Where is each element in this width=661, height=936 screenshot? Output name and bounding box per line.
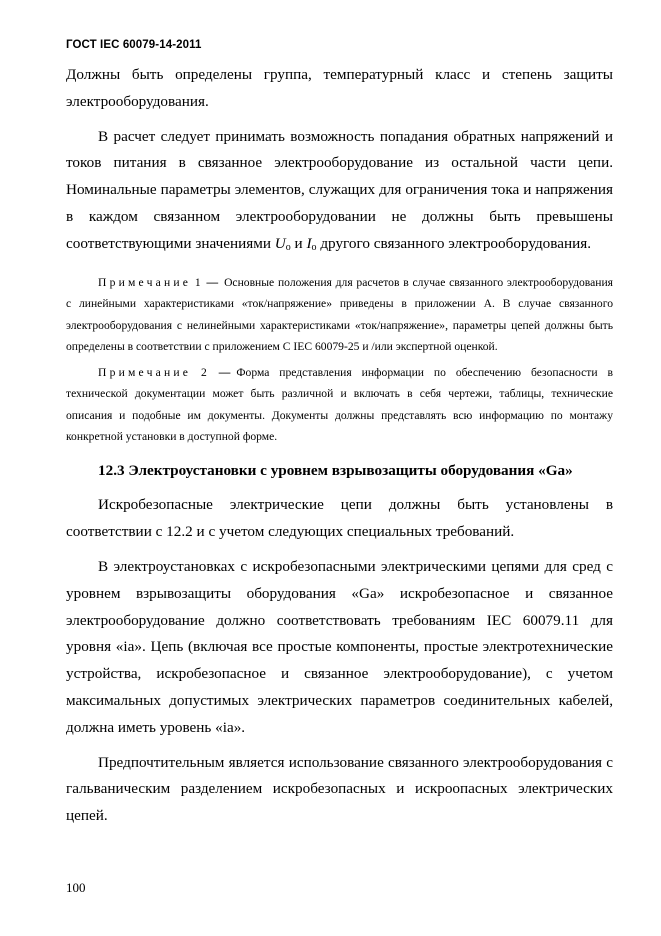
note-2-text: Форма представления информации по обеспечению безопасности в технической документации может быть различной и включать в себя чертежи, таблицы, технические описания и подобные им документы. Документы должны представлять всю информацию по монтажу конкретной установки в доступной форме. bbox=[66, 365, 613, 444]
paragraph-calculation-text: В расчет следует принимать возможность попадания обратных напряжений и токов питания в связанное электрооборудование из остальной части цепи. Номинальные параметры элементов, служащих для ограничения тока и напряжения в каждом связанном электрооборудовании не должны быть превышены соответствующими значениями bbox=[66, 127, 613, 252]
page-content bbox=[66, 62, 613, 830]
paragraph-calculation bbox=[66, 124, 613, 262]
paragraph-requirements: Должны быть определены группа, температурный класс и степень защиты электрооборудования. bbox=[66, 66, 613, 110]
note-2-number: 2 bbox=[201, 365, 207, 379]
note-2 bbox=[66, 362, 613, 448]
note-1-label: Примечание bbox=[98, 275, 192, 289]
page-number: 100 bbox=[66, 880, 86, 895]
note-1-dash: — bbox=[206, 275, 219, 289]
note-1-number: 1 bbox=[194, 275, 201, 289]
standard-header: ГОСТ IEC 60079-14-2011 bbox=[66, 39, 202, 51]
note-1-text: Основные положения для расчетов в случае связанного электрооборудования с линейными характеристиками «ток/напряжение» приведены в приложении А. В случае связанного электрооборудования с нелинейными характеристиками «ток/напряжение», параметры цепей должны быть определены в соответствии с приложением С IEC 60079-25 и /или экспертной оценкой. bbox=[66, 275, 613, 354]
voltage-symbol: $U_o$ bbox=[274, 234, 291, 253]
section-heading: 12.3 Электроустановки с уровнем взрывозащиты оборудования «Ga» bbox=[98, 461, 573, 479]
current-symbol: $I_o$ bbox=[306, 234, 317, 253]
note-2-label: Примечание bbox=[98, 365, 192, 379]
note-2-dash: — bbox=[218, 365, 231, 379]
paragraph-preferred: Предпочтительным является использование связанного электрооборудования с гальваническим разделением искробезопасных и искроопасных электрических цепей. bbox=[66, 753, 613, 825]
paragraph-circuits: Искробезопасные электрические цепи должны быть установлены в соответствии с 12.2 и с учетом следующих специальных требований. bbox=[66, 496, 613, 541]
note-1 bbox=[66, 272, 613, 358]
conjunction: и bbox=[294, 234, 303, 252]
paragraph-installations: В электроустановках с искробезопасными электрическими цепями для сред с уровнем взрывозащиты оборудования «Ga» искробезопасное и связанное электрооборудование должно соответствовать требованиям IEC 60079.11 для уровня «ia». Цепь (включая все простые компоненты, простые электротехнические устройства, искробезопасное и связанное электрооборудование), с учетом максимальных допустимых электрических параметров соединительных кабелей, должна иметь уровень «ia». bbox=[66, 557, 613, 736]
paragraph-calculation-end: другого связанного электрооборудования. bbox=[320, 234, 592, 252]
